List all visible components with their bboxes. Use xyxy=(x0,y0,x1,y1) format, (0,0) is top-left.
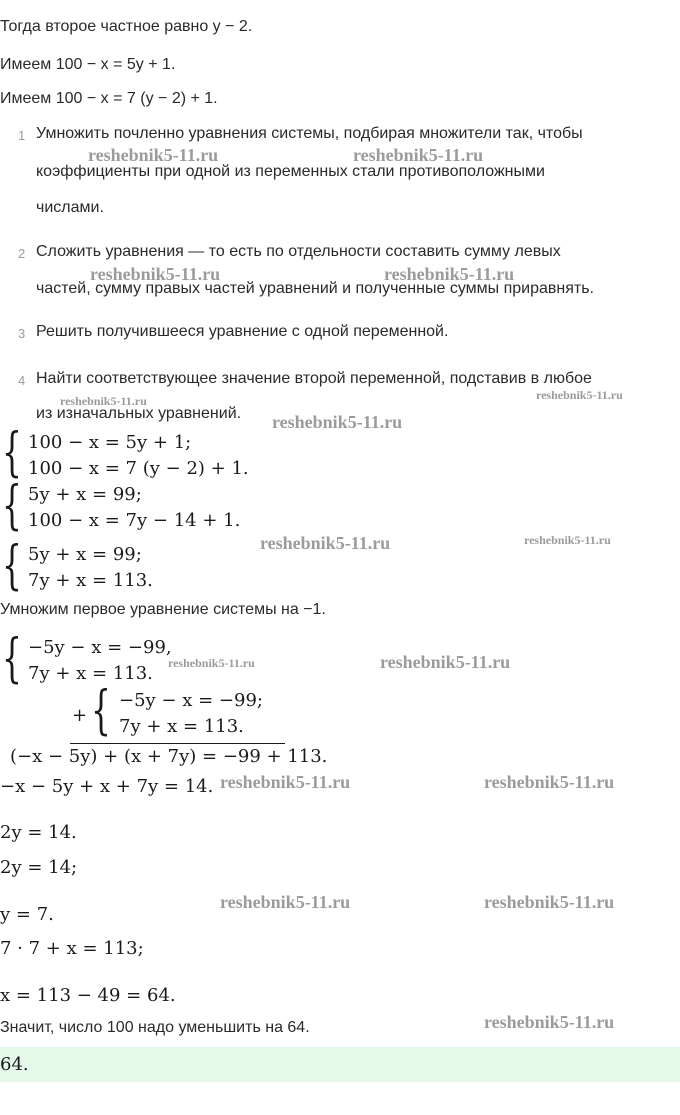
step-number: 2 xyxy=(18,246,26,261)
system-eq: −5y − x = −99, xyxy=(28,637,172,658)
watermark: reshebnik5-11.ru xyxy=(88,145,219,165)
system-eq: 7y + x = 113. xyxy=(119,716,244,737)
sum-equation: (−x − 5y) + (x + 7y) = −99 + 113. xyxy=(10,746,328,767)
sum-line-divider xyxy=(70,743,285,744)
step-number: 4 xyxy=(18,373,26,388)
step-number: 3 xyxy=(18,326,26,341)
system-eq: 100 − x = 7 (y − 2) + 1. xyxy=(28,458,249,479)
solution-line: y = 7. xyxy=(0,904,54,925)
watermark: reshebnik5-11.ru xyxy=(220,892,351,912)
watermark: reshebnik5-11.ru xyxy=(484,772,615,792)
system-brace: { xyxy=(91,681,111,741)
step-text: из изначальных уравнений. xyxy=(36,405,242,422)
answer-value: 64. xyxy=(0,1054,29,1075)
plus-sign: + xyxy=(72,705,88,726)
watermark: reshebnik5-11.ru xyxy=(168,656,255,670)
system-brace: { xyxy=(2,629,22,689)
system-eq: 100 − x = 5y + 1; xyxy=(28,432,192,453)
conclusion-text: Значит, число 100 надо уменьшить на 64. xyxy=(0,1019,310,1036)
intro-line-1: Тогда второе частное равно y − 2. xyxy=(0,18,253,35)
watermark: reshebnik5-11.ru xyxy=(524,533,611,547)
system-eq: 7y + x = 113. xyxy=(28,570,153,591)
step-text: Сложить уравнения — то есть по отдельности составить сумму левых xyxy=(36,243,561,260)
system-eq: −5y − x = −99; xyxy=(119,690,263,711)
watermark: reshebnik5-11.ru xyxy=(220,772,351,792)
system-brace: { xyxy=(2,536,22,596)
watermark: reshebnik5-11.ru xyxy=(260,533,391,553)
system-brace: { xyxy=(2,423,22,483)
system-eq: 5y + x = 99; xyxy=(28,484,142,505)
step-text: частей, сумму правых частей уравнений и полученные суммы приравнять. xyxy=(36,280,594,297)
watermark: reshebnik5-11.ru xyxy=(353,145,484,165)
watermark: reshebnik5-11.ru xyxy=(484,892,615,912)
step-text: Найти соответствующее значение второй переменной, подставив в любое xyxy=(36,370,592,387)
step-text: Решить получившееся уравнение с одной переменной. xyxy=(36,323,449,340)
system-eq: 5y + x = 99; xyxy=(28,544,142,565)
watermark: reshebnik5-11.ru xyxy=(384,264,515,284)
watermark: reshebnik5-11.ru xyxy=(272,412,403,432)
watermark: reshebnik5-11.ru xyxy=(90,264,221,284)
step-text: коэффициенты при одной из переменных стали противоположными xyxy=(36,163,545,180)
watermark: reshebnik5-11.ru xyxy=(484,1012,615,1032)
solution-line: x = 113 − 49 = 64. xyxy=(0,985,176,1006)
step-text: Умножить почленно уравнения системы, подбирая множители так, чтобы xyxy=(36,125,583,142)
system-eq: 7y + x = 113. xyxy=(28,663,153,684)
watermark: reshebnik5-11.ru xyxy=(60,394,147,408)
watermark: reshebnik5-11.ru xyxy=(380,652,511,672)
intro-line-2: Имеем 100 − x = 5y + 1. xyxy=(0,56,176,73)
intro-line-3: Имеем 100 − x = 7 (y − 2) + 1. xyxy=(0,90,218,107)
multiply-text: Умножим первое уравнение системы на −1. xyxy=(0,601,326,618)
system-brace: { xyxy=(2,476,22,536)
step-number: 1 xyxy=(18,128,26,143)
step-text: числами. xyxy=(36,199,104,216)
answer-box xyxy=(0,1047,680,1082)
solution-line: 2y = 14. xyxy=(0,822,77,843)
solution-line: 2y = 14; xyxy=(0,857,78,878)
solution-line: 7 · 7 + x = 113; xyxy=(0,938,144,959)
solution-line: −x − 5y + x + 7y = 14. xyxy=(0,776,214,797)
watermark: reshebnik5-11.ru xyxy=(536,388,623,402)
system-eq: 100 − x = 7y − 14 + 1. xyxy=(28,510,241,531)
